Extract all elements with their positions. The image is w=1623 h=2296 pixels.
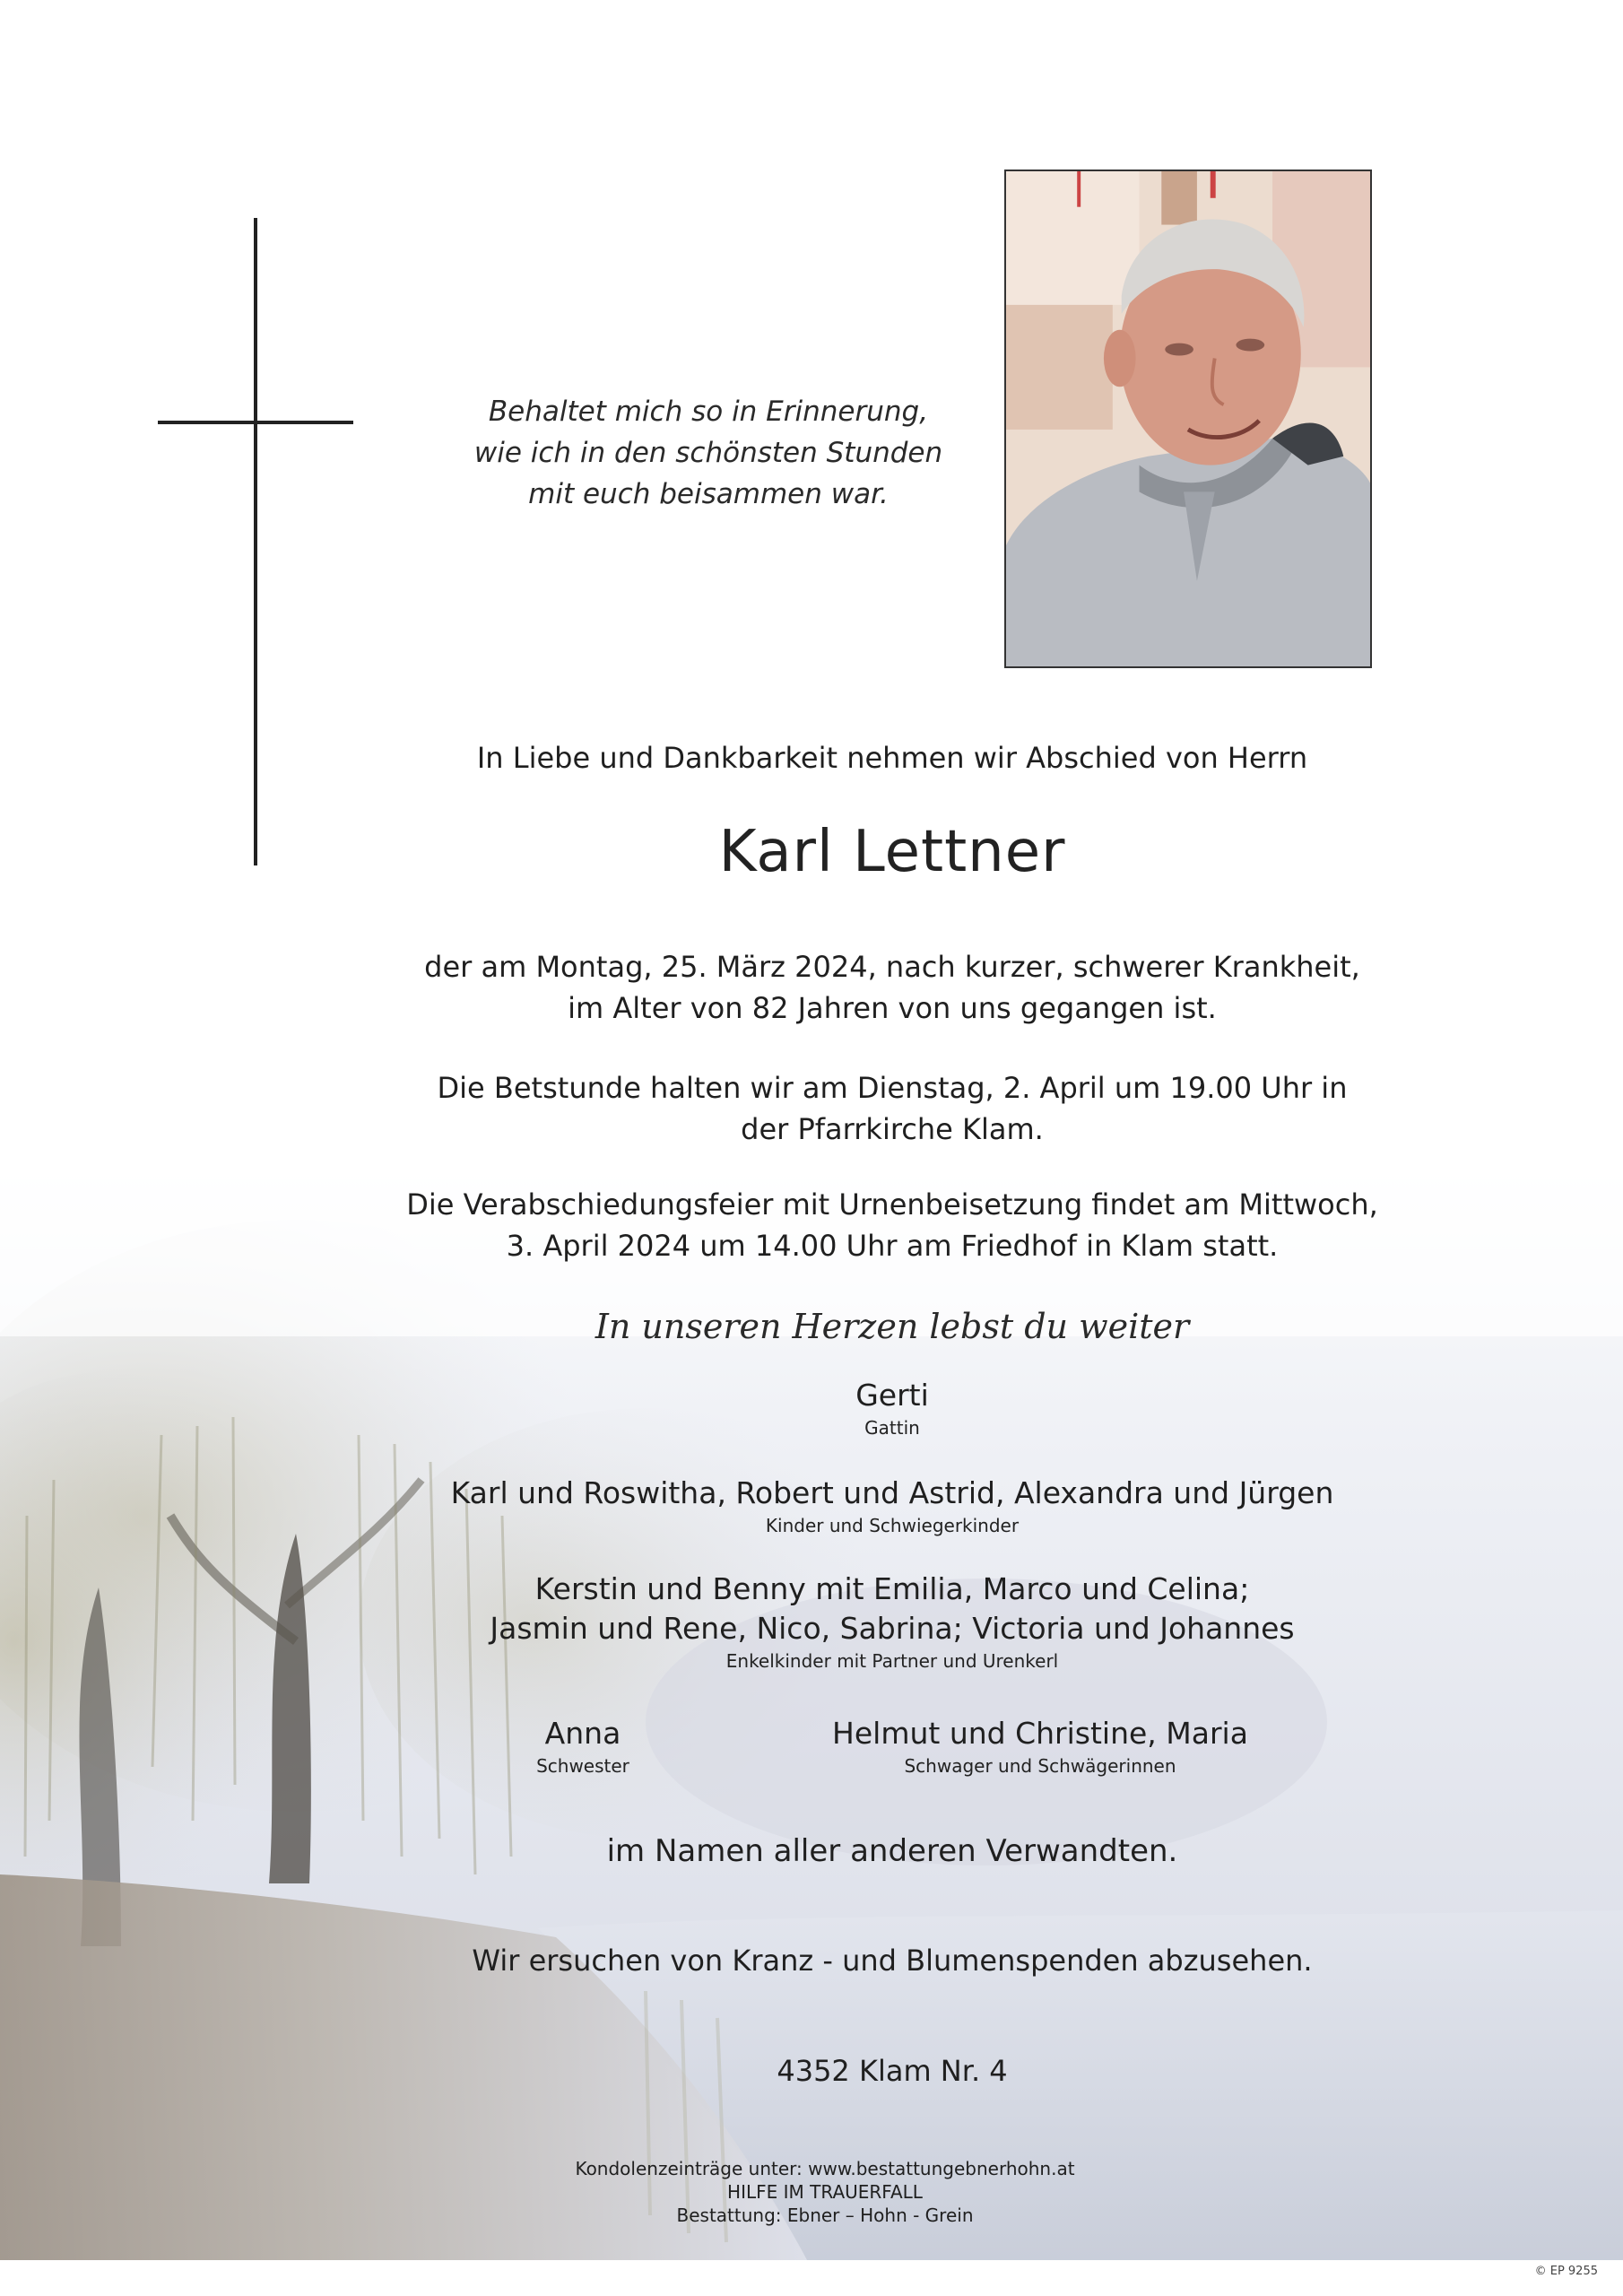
detail-line: der am Montag, 25. März 2024, nach kurzer, schwerer Krankheit, [424,950,1360,984]
deceased-name: Karl Lettner [718,819,1066,885]
footer-funeral-home-line: Bestattung: Ebner – Hohn - Grein [676,2205,974,2226]
relative-role: Schwester [536,1755,629,1777]
family-address: 4352 Klam Nr. 4 [777,2054,1008,2088]
closing-line: im Namen aller anderen Verwandten. [606,1833,1178,1869]
cross-icon-vertical [254,218,257,865]
relative-role: Gattin [864,1417,920,1439]
relative-name: Helmut und Christine, Maria [832,1716,1248,1751]
portrait-photo [1004,170,1372,668]
relative-name: Anna [544,1716,621,1751]
relative-group-sister [466,1714,699,1779]
funeral-details [341,1184,1444,1266]
intro-text: In Liebe und Dankbarkeit nehmen wir Abschied von Herrn [476,741,1308,775]
relative-name: Gerti [855,1378,929,1413]
quote-line: mit euch beisammen war. [528,478,889,510]
detail-line: Die Verabschiedungsfeier mit Urnenbeisetzung findet am Mittwoch, [406,1187,1378,1222]
cross-icon-horizontal [158,421,353,424]
footer-condolence-line: Kondolenzeinträge unter: www.bestattungebnerhohn.at [575,2158,1075,2179]
death-details [341,946,1444,1029]
relative-group-children [341,1474,1444,1538]
relative-group-spouse [341,1376,1444,1440]
print-code: © EP 9255 [1534,2265,1598,2278]
relative-group-grandchildren [341,1570,1444,1674]
relative-name: Karl und Roswitha, Robert und Astrid, Alexandra und Jürgen [450,1475,1334,1510]
relative-group-in-laws [807,1714,1273,1779]
prayer-hour-details [341,1067,1444,1150]
relative-role: Kinder und Schwiegerkinder [765,1515,1020,1536]
donation-note: Wir ersuchen von Kranz - und Blumenspenden abzusehen. [472,1944,1313,1978]
detail-line: 3. April 2024 um 14.00 Uhr am Friedhof in Klam statt. [506,1229,1279,1263]
detail-line: der Pfarrkirche Klam. [741,1112,1044,1146]
quote-line: wie ich in den schönsten Stunden [473,437,943,469]
detail-line: im Alter von 82 Jahren von uns gegangen ist. [568,991,1217,1025]
relative-name: Kerstin und Benny mit Emilia, Marco und Celina; [534,1571,1250,1606]
memorial-quote [430,391,986,515]
memorial-motto: In unseren Herzen lebst du weiter [595,1307,1190,1346]
footer-help-line: HILFE IM TRAUERFALL [727,2181,923,2203]
quote-line: Behaltet mich so in Erinnerung, [488,396,929,428]
detail-line: Die Betstunde halten wir am Dienstag, 2. April um 19.00 Uhr in [437,1071,1348,1105]
funeral-home-footer [574,2157,1076,2227]
relative-name: Jasmin und Rene, Nico, Sabrina; Victoria und Johannes [490,1611,1295,1646]
relative-role: Schwager und Schwägerinnen [904,1755,1176,1777]
relative-role: Enkelkinder mit Partner und Urenkerl [725,1650,1059,1672]
